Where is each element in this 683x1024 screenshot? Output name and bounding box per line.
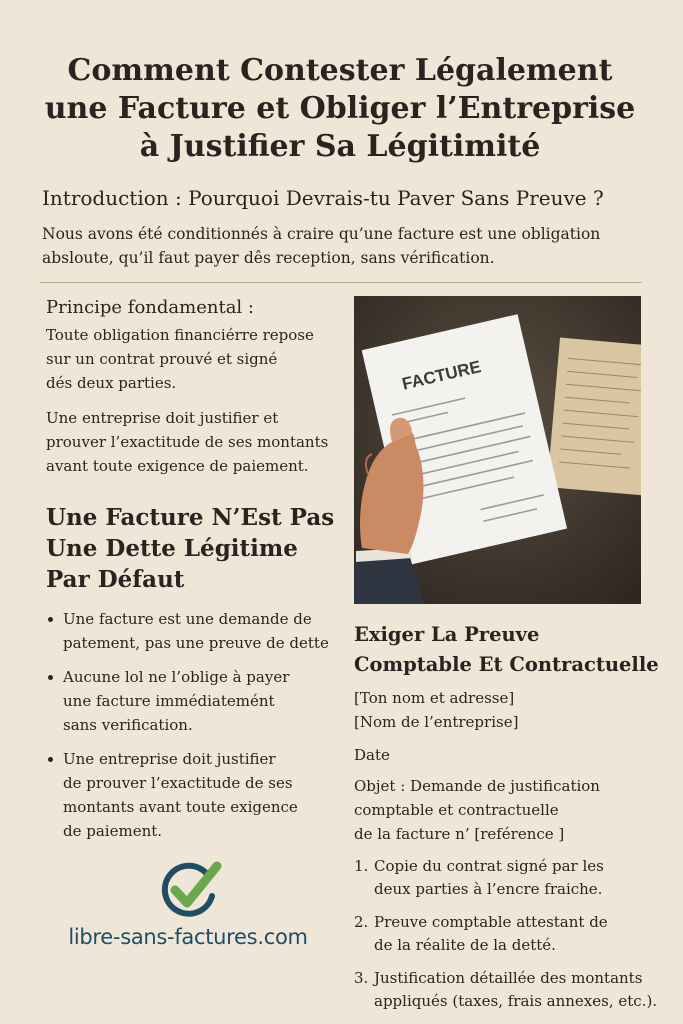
text-line: de la facture n’ [reférence ] bbox=[354, 825, 565, 843]
text-line: Justification détaillée des montants bbox=[374, 969, 643, 987]
intro-line: Nous avons été conditionnés à craire qu’une facture est une obligation bbox=[42, 225, 601, 243]
letter-address bbox=[354, 686, 518, 734]
text-line: deux parties à l’encre fraiche. bbox=[374, 880, 603, 898]
item-text bbox=[374, 855, 604, 901]
letter-heading bbox=[354, 620, 664, 680]
heading-line: Une Facture N’Est Pas bbox=[46, 504, 335, 531]
item-number: 2. bbox=[354, 913, 369, 931]
heading-line: Une Dette Légitime bbox=[46, 535, 298, 562]
checkmark-logo-icon bbox=[159, 860, 223, 920]
text-line: prouver l’exactitude de ses montants bbox=[46, 433, 329, 451]
text-line: montants avant toute exigence bbox=[63, 798, 298, 816]
text-line: Une entreprise doit justifier et bbox=[46, 409, 279, 427]
title-line: à Justifier Sa Légitimité bbox=[139, 129, 541, 164]
company-placeholder: [Nom de l’entreprise] bbox=[354, 713, 519, 731]
principle-paragraph-2 bbox=[46, 406, 346, 478]
text-line: sans verification. bbox=[63, 716, 193, 734]
request-list bbox=[354, 855, 674, 1023]
heading-line: Comptable Et Contractuelle bbox=[354, 653, 659, 676]
letter-date: Date bbox=[354, 746, 390, 764]
text-line: de prouver l’exactitude de ses bbox=[63, 774, 293, 792]
text-line: de la réalite de la detté. bbox=[374, 936, 556, 954]
invoice-label: FACTURE bbox=[400, 357, 483, 394]
list-item bbox=[46, 665, 346, 737]
intro-line: absloute, qu’il faut payer dês reception, sans vérification. bbox=[42, 249, 495, 267]
text-line: Aucune lol ne l’oblige à payer bbox=[63, 668, 290, 686]
title-line: une Facture et Obliger l’Entreprise bbox=[44, 91, 636, 126]
text-line: Copie du contrat signé par les bbox=[374, 857, 604, 875]
intro-heading: Introduction : Pourquoi Devrais-tu Paver Sans Preuve ? bbox=[42, 186, 604, 210]
item-text bbox=[374, 967, 657, 1013]
bullet-list bbox=[46, 607, 346, 853]
invoice-photo bbox=[354, 296, 641, 604]
section-divider bbox=[40, 282, 642, 283]
section-heading bbox=[46, 502, 346, 595]
item-number: 1. bbox=[354, 857, 369, 875]
item-text bbox=[374, 911, 608, 957]
text-line: avant toute exigence de paiement. bbox=[46, 457, 309, 475]
text-line: Une facture est une demande de bbox=[63, 610, 312, 628]
list-item bbox=[354, 967, 674, 1013]
list-item bbox=[354, 855, 674, 901]
text-line: dés deux parties. bbox=[46, 374, 177, 392]
text-line: comptable et contractuelle bbox=[354, 801, 559, 819]
list-item bbox=[354, 911, 674, 957]
text-line: Une entreprise doit justifier bbox=[63, 750, 276, 768]
principle-paragraph-1 bbox=[46, 323, 346, 395]
sender-placeholder: [Ton nom et adresse] bbox=[354, 689, 515, 707]
list-item bbox=[46, 747, 346, 843]
text-line: Objet : Demande de justification bbox=[354, 777, 600, 795]
title-line: Comment Contester Légalement bbox=[67, 53, 613, 88]
heading-line: Exiger La Preuve bbox=[354, 623, 540, 646]
text-line: une facture immédiatemént bbox=[63, 692, 275, 710]
website-link[interactable]: libre-sans-factures.com bbox=[68, 925, 308, 949]
text-line: appliqués (taxes, frais annexes, etc.). bbox=[374, 992, 658, 1010]
text-line: Preuve comptable attestant de bbox=[374, 913, 608, 931]
text-line: de paiement. bbox=[63, 822, 163, 840]
list-item bbox=[46, 607, 346, 655]
page-title bbox=[40, 52, 640, 166]
text-line: patement, pas une preuve de dette bbox=[63, 634, 329, 652]
text-line: Toute obligation financiérre repose bbox=[46, 326, 314, 344]
text-line: sur un contrat prouvé et signé bbox=[46, 350, 278, 368]
intro-text bbox=[42, 222, 642, 270]
principle-heading: Principe fondamental : bbox=[46, 297, 254, 318]
letter-object bbox=[354, 774, 600, 846]
item-number: 3. bbox=[354, 969, 369, 987]
heading-line: Par Défaut bbox=[46, 566, 185, 593]
